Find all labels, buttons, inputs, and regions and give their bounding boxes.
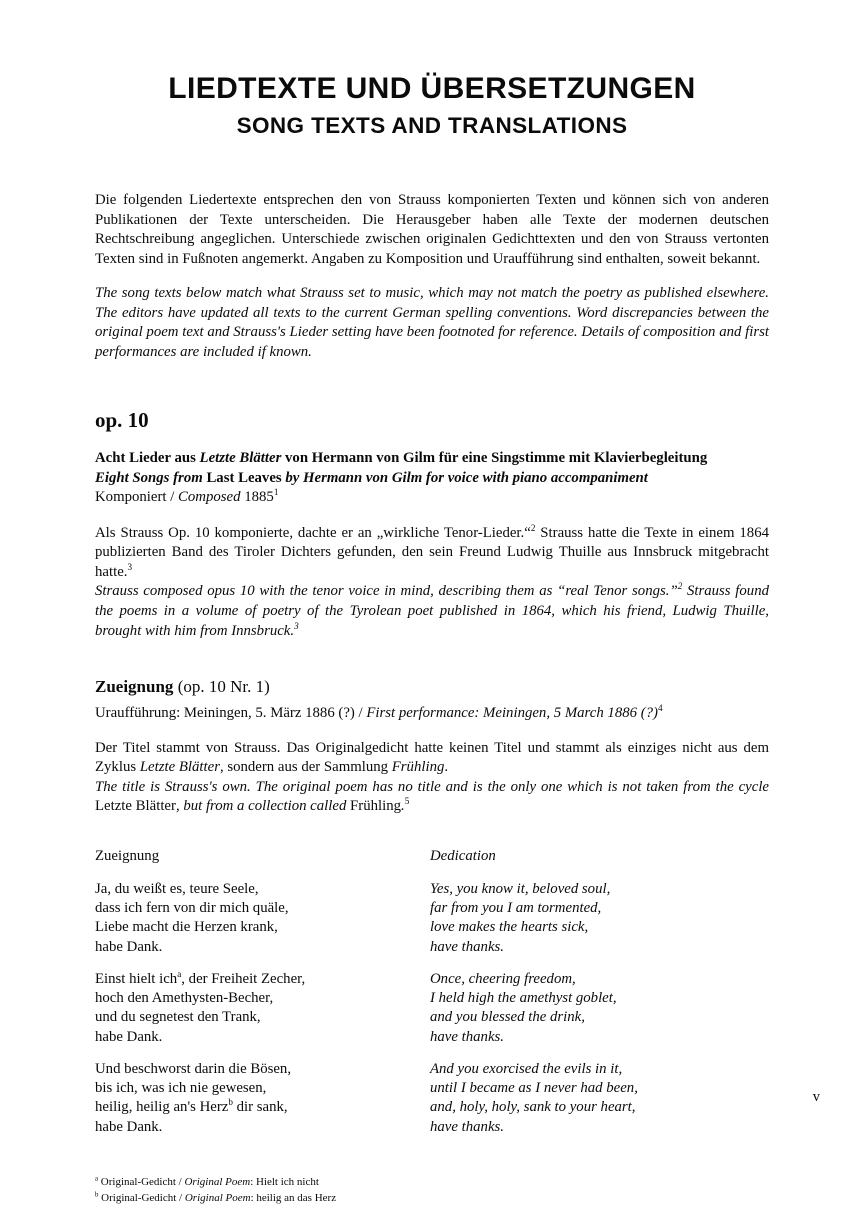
intro-paragraph-english: The song texts below match what Strauss set to music, which may not match the poetry as published elsewhere. The editors have updated all texts to the current German spelling conventions. Word discrepancies between the original poem text and Strauss's Lieder setting have been footnoted for reference. Details of composition and first performances are included if known. bbox=[95, 285, 769, 360]
stanza bbox=[95, 970, 430, 1047]
text-run: Acht Lieder aus bbox=[95, 450, 200, 467]
page-number: v bbox=[812, 1089, 820, 1105]
poem-line bbox=[95, 1079, 430, 1098]
text-run: have thanks. bbox=[430, 1118, 504, 1135]
footnotes bbox=[95, 1174, 769, 1207]
text-run: habe Dank. bbox=[95, 1118, 163, 1135]
poem-title-german: Zueignung bbox=[95, 847, 160, 864]
text-run: until I became as I never had been, bbox=[430, 1080, 638, 1097]
text-run: a bbox=[95, 1175, 99, 1183]
premiere-line bbox=[95, 704, 769, 724]
text-run: , sondern aus der Sammlung bbox=[219, 759, 392, 776]
text-run: Einst hielt ich bbox=[95, 970, 178, 987]
poem-line bbox=[95, 899, 430, 918]
text-run: Als Strauss Op. 10 komponierte, dachte er an „wirkliche Tenor-Lieder.“ bbox=[95, 524, 531, 541]
text-run: The title is Strauss's own. The original poem has no title and is the only one which is not taken from the cycle bbox=[95, 778, 769, 795]
text-run: Frühling bbox=[391, 759, 445, 776]
text-run: 1885 bbox=[240, 489, 274, 506]
text-run: 4 bbox=[657, 703, 663, 714]
poem-body-english bbox=[430, 880, 769, 1137]
text-run: 2 bbox=[530, 522, 536, 533]
text-run: Letzte Blätter bbox=[95, 798, 176, 815]
text-run: hoch den Amethysten-Becher, bbox=[95, 990, 274, 1007]
text-run: 3 bbox=[127, 561, 133, 572]
text-run: Strauss composed opus 10 with the tenor voice in mind, describing them as “real Tenor songs.” bbox=[95, 583, 678, 600]
song-note-german bbox=[95, 739, 769, 778]
poem-line bbox=[95, 1008, 430, 1027]
text-run: b bbox=[95, 1191, 99, 1199]
text-run: Komponiert / bbox=[95, 489, 179, 506]
page-title: LIEDTEXTE UND ÜBERSETZUNGEN bbox=[168, 72, 696, 105]
stanza bbox=[95, 880, 430, 957]
poem-line bbox=[430, 938, 769, 957]
poem-line bbox=[430, 899, 769, 918]
poem-line bbox=[95, 970, 430, 989]
text-run: 5 bbox=[404, 796, 410, 807]
text-run: a bbox=[177, 968, 182, 979]
stanza bbox=[430, 880, 769, 957]
text-run: (op. 10 Nr. 1) bbox=[173, 677, 270, 697]
text-run: Liebe macht die Herzen krank, bbox=[95, 919, 278, 936]
poem-line bbox=[95, 880, 430, 899]
text-run: b bbox=[228, 1097, 233, 1108]
poem-line bbox=[430, 880, 769, 899]
text-run: Strauss hatte die Texte in einem 1864 publizierten Band des Tiroler Dichters gefunden, den sein Freund Ludwig Thuille aus Innsbruck mitgebracht hatte. bbox=[95, 524, 769, 580]
text-run: Letzte Blätter bbox=[139, 759, 220, 776]
poem-line bbox=[430, 1079, 769, 1098]
poem-line bbox=[95, 1028, 430, 1047]
text-run: Last Leaves bbox=[206, 469, 282, 486]
poem-title-english: Dedication bbox=[430, 847, 496, 864]
text-run: 3 bbox=[294, 620, 299, 631]
poem-line bbox=[430, 1028, 769, 1047]
text-run: 1 bbox=[273, 487, 279, 498]
text-run: Yes, you know it, beloved soul, bbox=[430, 880, 611, 897]
text-run: und du segnetest den Trank, bbox=[95, 1009, 261, 1026]
text-run: Once, cheering freedom, bbox=[430, 970, 576, 987]
stanza bbox=[430, 1060, 769, 1137]
text-run: : heilig an das Herz bbox=[250, 1192, 337, 1205]
poem-line bbox=[95, 1118, 430, 1137]
opus-heading: op. 10 bbox=[95, 408, 149, 433]
footnote-b bbox=[95, 1190, 769, 1207]
text-run: , der Freiheit Zecher, bbox=[181, 970, 306, 987]
text-run: Original-Gedicht / bbox=[98, 1175, 185, 1188]
poem-line bbox=[95, 918, 430, 937]
poem-german-column bbox=[95, 847, 430, 1150]
page-subtitle: SONG TEXTS AND TRANSLATIONS bbox=[236, 113, 628, 138]
text-run: . bbox=[444, 759, 449, 776]
poem-english-column bbox=[430, 847, 769, 1150]
text-run: love makes the hearts sick, bbox=[430, 919, 589, 936]
text-run: have thanks. bbox=[430, 938, 504, 955]
text-run: Der Titel stammt von Strauss. Das Originalgedicht hatte keinen Titel und stammt als einziges nicht aus dem Zyklus bbox=[95, 739, 769, 776]
poem-line bbox=[430, 1060, 769, 1079]
song-heading bbox=[95, 677, 769, 697]
poem-line bbox=[430, 918, 769, 937]
text-run: have thanks. bbox=[430, 1028, 504, 1045]
stanza bbox=[95, 1060, 430, 1137]
opus-title-english bbox=[95, 469, 769, 489]
text-run: far from you I am tormented, bbox=[430, 900, 602, 917]
text-run: Uraufführung: Meiningen, 5. März 1886 (?) / bbox=[95, 705, 367, 722]
text-run: I held high the amethyst goblet, bbox=[430, 990, 617, 1007]
poem-line bbox=[430, 989, 769, 1008]
text-run: bis ich, was ich nie gewesen, bbox=[95, 1080, 267, 1097]
text-run: by Hermann von Gilm for voice with piano accompaniment bbox=[281, 469, 648, 486]
footnote-a bbox=[95, 1174, 769, 1191]
poem-line bbox=[430, 1118, 769, 1137]
text-run: Zueignung bbox=[95, 677, 174, 697]
poem-body-german bbox=[95, 880, 430, 1137]
intro-paragraph-german: Die folgenden Liedertexte entsprechen den von Strauss komponierten Texten und können sich von anderen Publikationen der Texte unterscheiden. Die Herausgeber haben alle Texte der modernen deutschen Rechtschreibung angeglichen. Unterschiede zwischen originalen Gedichttexten und den von Strauss vertonten Texten sind in Fußnoten angemerkt. Angaben zu Komposition und Uraufführung sind enthalten, soweit bekannt. bbox=[95, 192, 769, 267]
text-run: And you exorcised the evils in it, bbox=[430, 1060, 623, 1077]
text-run: dass ich fern von dir mich quäle, bbox=[95, 900, 289, 917]
opus-title-german bbox=[95, 449, 769, 469]
text-run: : Hielt ich nicht bbox=[250, 1175, 319, 1188]
opus-paragraph-english bbox=[95, 582, 769, 641]
text-run: dir sank, bbox=[232, 1099, 288, 1116]
poem-columns bbox=[95, 847, 769, 1150]
poem-line bbox=[430, 970, 769, 989]
poem-line bbox=[430, 1098, 769, 1117]
text-run: First performance: Meiningen, 5 March 1886 (?) bbox=[366, 705, 658, 722]
song-note-english bbox=[95, 778, 769, 817]
composed-line bbox=[95, 488, 769, 508]
poem-line bbox=[95, 1060, 430, 1079]
text-run: Frühling bbox=[350, 798, 402, 815]
text-run: Original Poem bbox=[184, 1175, 251, 1188]
text-run: habe Dank. bbox=[95, 1028, 163, 1045]
text-run: Strauss found the poems in a volume of poetry of the Tyrolean poet published in 1864, which his friend, Ludwig Thuille, brought with him from Innsbruck. bbox=[95, 583, 769, 639]
text-run: Original-Gedicht / bbox=[98, 1192, 185, 1205]
text-run: and, holy, holy, sank to your heart, bbox=[430, 1099, 636, 1116]
text-run: von Hermann von Gilm für eine Singstimme mit Klavierbegleitung bbox=[281, 450, 708, 467]
text-run: Composed bbox=[178, 489, 241, 506]
text-run: Original Poem bbox=[184, 1192, 251, 1205]
stanza bbox=[430, 970, 769, 1047]
text-run: heilig, heilig an's Herz bbox=[95, 1099, 229, 1116]
text-run: Ja, du weißt es, teure Seele, bbox=[95, 880, 259, 897]
text-run: Letzte Blätter bbox=[199, 450, 282, 467]
poem-line bbox=[430, 1008, 769, 1027]
text-run: , but from a collection called bbox=[175, 798, 351, 815]
text-run: Und beschworst darin die Bösen, bbox=[95, 1060, 292, 1077]
text-run: Eight Songs from bbox=[95, 469, 207, 486]
poem-line bbox=[95, 989, 430, 1008]
text-run: habe Dank. bbox=[95, 938, 163, 955]
poem-line bbox=[95, 1098, 430, 1117]
text-run: and you blessed the drink, bbox=[430, 1009, 585, 1026]
opus-paragraph-german bbox=[95, 524, 769, 583]
text-run: . bbox=[401, 798, 405, 815]
poem-line bbox=[95, 938, 430, 957]
text-run: 2 bbox=[677, 581, 683, 592]
